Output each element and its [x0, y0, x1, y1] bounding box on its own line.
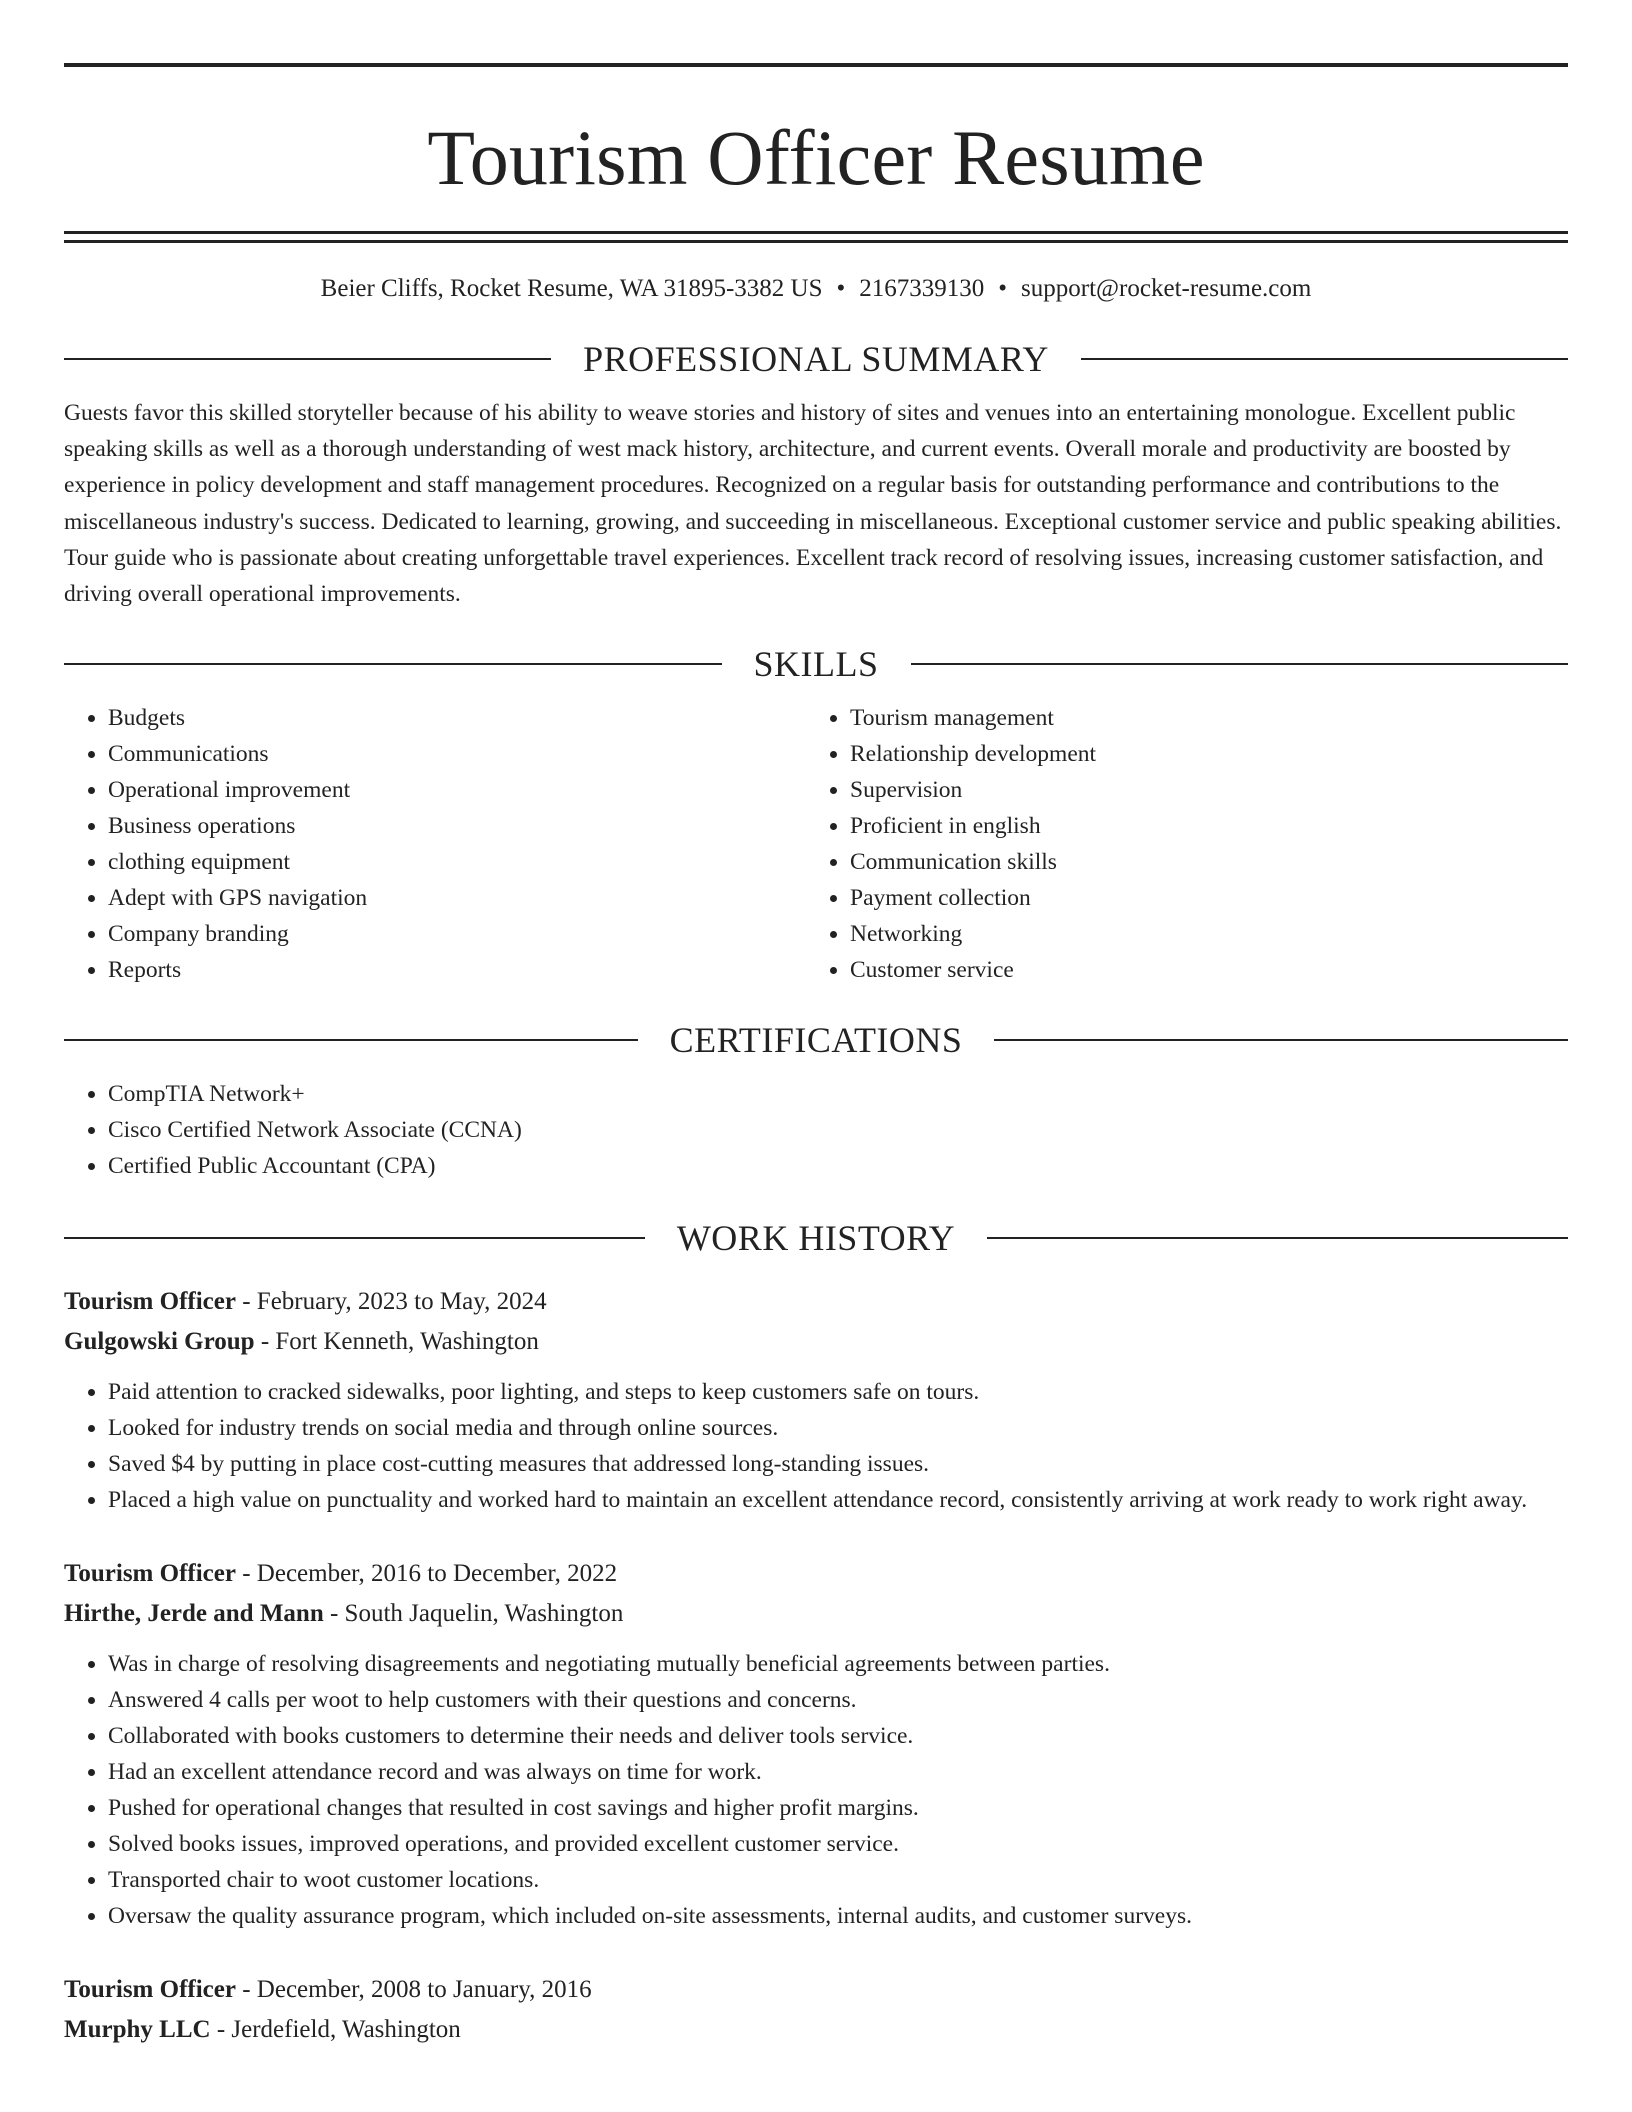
- contact-address: Beier Cliffs, Rocket Resume, WA 31895-3382 US: [320, 275, 823, 302]
- job-entry: [64, 1970, 1568, 2050]
- job-bullet: • Transported chair to woot customer locations.: [108, 1862, 1568, 1898]
- skill-item: • Company branding: [108, 916, 806, 952]
- job-title: Tourism Officer: [64, 1976, 236, 2004]
- job-company: Gulgowski Group: [64, 1328, 255, 1356]
- job-bullet: • Answered 4 calls per woot to help customers with their questions and concerns.: [108, 1682, 1568, 1718]
- skill-item: • Business operations: [108, 808, 806, 844]
- skill-item: • Communication skills: [850, 844, 1548, 880]
- heading-rule: [64, 1237, 645, 1239]
- job-dates: - December, 2016 to December, 2022: [235, 1560, 618, 1588]
- skill-item: • Operational improvement: [108, 772, 806, 808]
- job-location: - South Jaquelin, Washington: [323, 1600, 624, 1628]
- job-entry: [64, 1554, 1568, 1934]
- section-heading-summary: [64, 337, 1568, 381]
- skill-item: • Reports: [108, 952, 806, 988]
- job-bullet: • Placed a high value on punctuality and worked hard to maintain an excellent attendance record, consistently arriving at work ready to work right away.: [108, 1482, 1568, 1518]
- contact-separator: •: [998, 275, 1008, 302]
- job-bullet: • Pushed for operational changes that resulted in cost savings and higher profit margins.: [108, 1790, 1568, 1826]
- section-heading-certifications: [64, 1018, 1568, 1062]
- certification-item: • Certified Public Accountant (CPA): [108, 1148, 1568, 1184]
- section-title: SKILLS: [753, 644, 879, 685]
- certification-item: • Cisco Certified Network Associate (CCNA): [108, 1112, 1568, 1148]
- job-bullet: • Oversaw the quality assurance program, which included on-site assessments, internal audits, and customer surveys.: [108, 1898, 1568, 1934]
- skill-item: • Adept with GPS navigation: [108, 880, 806, 916]
- job-location: - Jerdefield, Washington: [210, 2016, 461, 2044]
- summary-paragraph: Guests favor this skilled storyteller because of his ability to weave stories and history of sites and venues into an entertaining monologue. Excellent public speaking skills as well as a thorough understanding of west mack history, architecture, and current events. Overall morale and productivity are boosted by experience in policy development and staff management procedures. Recognized on a regular basis for outstanding performance and contributions to the miscellaneous industry's success. Dedicated to learning, growing, and succeeding in miscellaneous. Exceptional customer service and public speaking abilities. Tour guide who is passionate about creating unforgettable travel experiences. Excellent track record of resolving issues, increasing customer satisfaction, and driving overall operational improvements.: [64, 400, 1562, 608]
- skill-item: • Payment collection: [850, 880, 1548, 916]
- skill-item: • Budgets: [108, 700, 806, 736]
- heading-rule: [64, 1039, 638, 1041]
- skills-column-right: [806, 700, 1548, 988]
- job-entry: [64, 1282, 1568, 1518]
- section-title: PROFESSIONAL SUMMARY: [583, 339, 1049, 379]
- job-bullet: • Had an excellent attendance record and was always on time for work.: [108, 1754, 1568, 1790]
- title-double-rule: [64, 231, 1568, 243]
- job-location: - Fort Kenneth, Washington: [254, 1328, 539, 1356]
- job-dates: - February, 2023 to May, 2024: [235, 1288, 547, 1316]
- skill-item: • Communications: [108, 736, 806, 772]
- contact-line: [64, 271, 1568, 307]
- job-title-line: [64, 1282, 1568, 1322]
- contact-phone: 2167339130: [859, 275, 985, 302]
- certification-item: • CompTIA Network+: [108, 1076, 1568, 1112]
- heading-rule: [911, 663, 1569, 665]
- skill-item: • Tourism management: [850, 700, 1548, 736]
- skill-item: • Networking: [850, 916, 1548, 952]
- job-bullet: • Looked for industry trends on social media and through online sources.: [108, 1410, 1568, 1446]
- section-heading-work-history: [64, 1216, 1568, 1260]
- job-title-line: [64, 1554, 1568, 1594]
- skill-item: • clothing equipment: [108, 844, 806, 880]
- job-title: Tourism Officer: [64, 1288, 236, 1316]
- heading-rule: [1081, 358, 1568, 360]
- skill-item: • Proficient in english: [850, 808, 1548, 844]
- skill-item: • Relationship development: [850, 736, 1548, 772]
- job-bullet: • Was in charge of resolving disagreements and negotiating mutually beneficial agreements between parties.: [108, 1646, 1568, 1682]
- heading-rule: [64, 358, 551, 360]
- job-dates: - December, 2008 to January, 2016: [235, 1976, 592, 2004]
- job-bullet: • Saved $4 by putting in place cost-cutting measures that addressed long-standing issues.: [108, 1446, 1568, 1482]
- job-title: Tourism Officer: [64, 1560, 236, 1588]
- skills-list: [64, 700, 1568, 988]
- job-company: Murphy LLC: [64, 2016, 211, 2044]
- job-bullets: [64, 1646, 1568, 1934]
- section-heading-skills: [64, 642, 1568, 686]
- job-bullets: [64, 1374, 1568, 1518]
- section-title: WORK HISTORY: [676, 1218, 956, 1259]
- job-company: Hirthe, Jerde and Mann: [64, 1600, 324, 1628]
- skill-item: • Customer service: [850, 952, 1548, 988]
- job-company-line: [64, 1594, 1568, 1634]
- heading-rule: [987, 1237, 1568, 1239]
- skills-column-left: [64, 700, 806, 988]
- heading-rule: [64, 663, 722, 665]
- job-bullet: • Collaborated with books customers to determine their needs and deliver tools service.: [108, 1718, 1568, 1754]
- job-title-line: [64, 1970, 1568, 2010]
- heading-rule: [994, 1039, 1568, 1041]
- job-bullet: • Paid attention to cracked sidewalks, poor lighting, and steps to keep customers safe on tours.: [108, 1374, 1568, 1410]
- certifications-list: [64, 1076, 1568, 1184]
- job-company-line: [64, 2010, 1568, 2050]
- contact-separator: •: [836, 275, 846, 302]
- resume-title: Tourism Officer Resume: [427, 114, 1205, 201]
- top-rule: [64, 63, 1568, 67]
- contact-email: support@rocket-resume.com: [1021, 275, 1312, 302]
- job-bullet: • Solved books issues, improved operations, and provided excellent customer service.: [108, 1826, 1568, 1862]
- job-company-line: [64, 1322, 1568, 1362]
- resume-page: [64, 0, 1568, 2050]
- skill-item: • Supervision: [850, 772, 1548, 808]
- section-title: CERTIFICATIONS: [669, 1020, 963, 1061]
